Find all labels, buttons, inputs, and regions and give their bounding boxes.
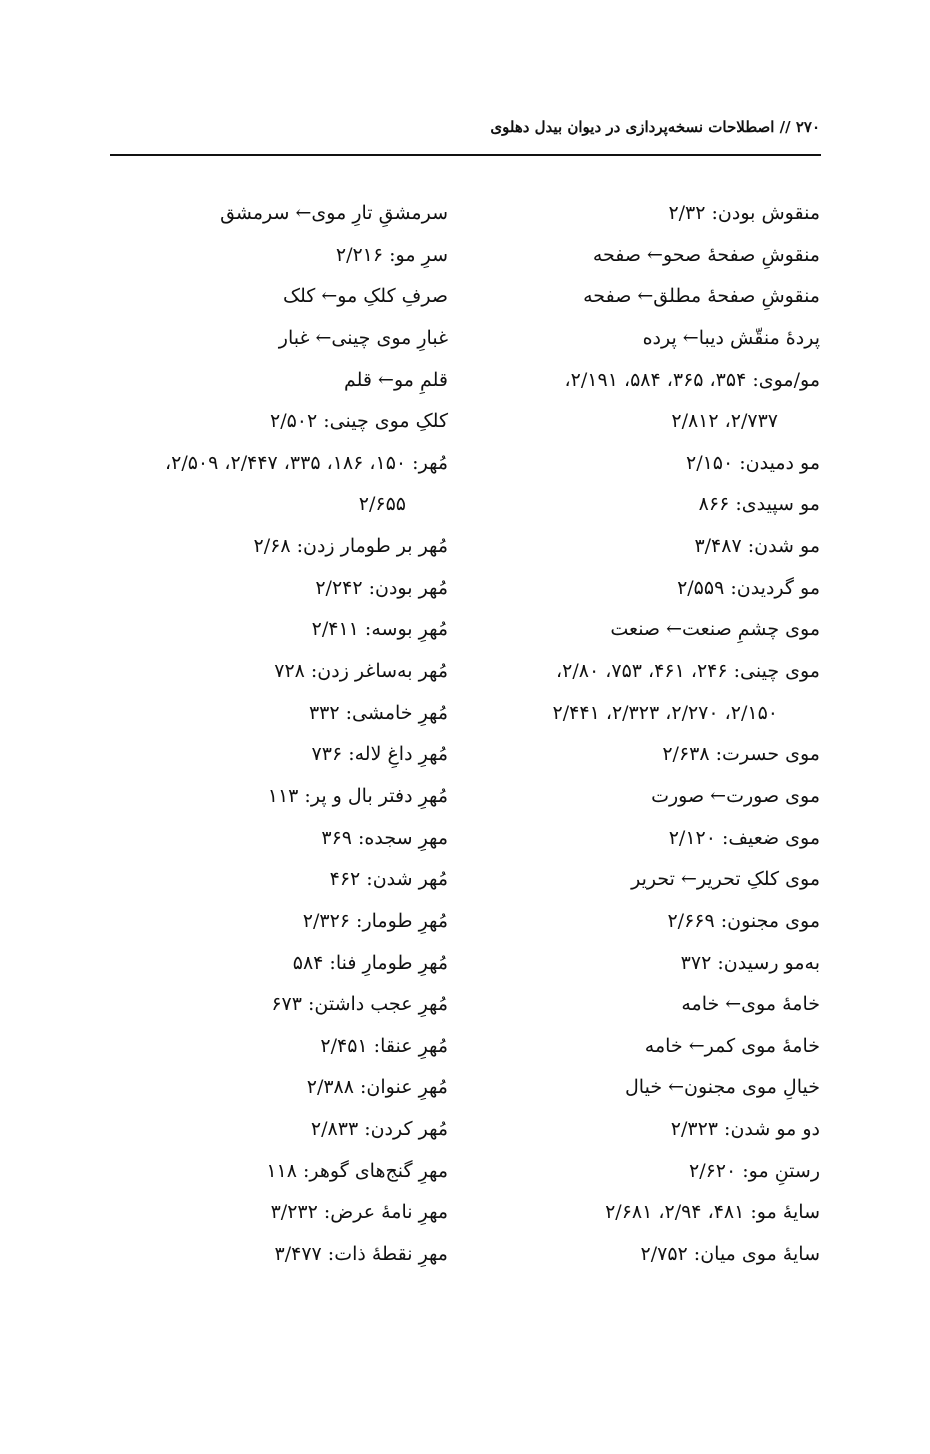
index-entry: موی حسرت: ۲/۶۳۸ [662, 743, 820, 766]
index-entry: پردهٔ منقّش دیبا← پرده [642, 326, 820, 349]
index-entry: مهرِ نامهٔ عرض: ۳/۲۳۲ [270, 1201, 448, 1224]
index-entry: مُهرِ عنوان: ۲/۳۸۸ [306, 1076, 448, 1099]
index-column-right [475, 197, 820, 1280]
index-entry: موی چشمِ صنعت← صنعت [610, 618, 820, 641]
index-entry: کلکِ موی چینی: ۲/۵۰۲ [269, 410, 448, 433]
index-entry: به‌مو رسیدن: ۳۷۲ [680, 951, 820, 974]
index-entry: مو گردیدن: ۲/۵۵۹ [677, 576, 820, 599]
index-entry: مُهرِ طومارِ فنا: ۵۸۴ [292, 951, 448, 974]
index-entry: مُهر به‌ساغر زدن: ۷۲۸ [274, 660, 448, 683]
index-entry: مو سپیدی: ۸۶۶ [698, 493, 820, 516]
index-entry: مُهرِ بوسه: ۲/۴۱۱ [311, 618, 448, 641]
page-header: ۲۷۰ // اصطلاحات نسخه‌پردازی در دیوان بیدل دهلوی [490, 118, 820, 136]
index-entry: موی کلکِ تحریر← تحریر [631, 868, 820, 891]
index-entry-continuation: ۲/۱۵۰، ۲/۲۷۰، ۲/۳۲۳، ۲/۴۴۱ [552, 701, 778, 724]
index-entry: مو دمیدن: ۲/۱۵۰ [685, 451, 820, 474]
index-entry: سرمشقِ تارِ موی← سرمشق [220, 202, 448, 224]
index-entry: موی صورت← صورت [651, 784, 820, 807]
index-entry: مُهر بر طومار زدن: ۲/۶۸ [253, 535, 448, 558]
index-entry: موی ضعیف: ۲/۱۲۰ [668, 826, 820, 849]
index-entry: مُهرِ عنقا: ۲/۴۵۱ [320, 1034, 448, 1057]
index-entry: منقوش بودن: ۲/۳۲ [668, 202, 820, 224]
index-entry: منقوشِ صفحهٔ صحو← صفحه [592, 243, 820, 266]
index-entry: سایهٔ مو: ۴۸۱، ۲/۹۴، ۲/۶۸۱ [605, 1201, 820, 1224]
index-entry: مو/موی: ۳۵۴، ۳۶۵، ۵۸۴، ۲/۱۹۱، [564, 368, 820, 391]
index-entry: مُهر: ۱۵۰، ۱۸۶، ۳۳۵، ۲/۴۴۷، ۲/۵۰۹، [164, 451, 448, 474]
index-entry: قلمِ مو← قلم [343, 368, 448, 391]
index-entry: خامهٔ موی← خامه [681, 993, 820, 1016]
index-entry: مهرِ نقطهٔ ذات: ۳/۴۷۷ [274, 1243, 448, 1266]
index-entry: خیالِ موی مجنون← خیال [625, 1076, 820, 1099]
index-entry: مُهرِ طومار: ۲/۳۲۶ [302, 909, 448, 932]
index-entry: مُهر شدن: ۴۶۲ [329, 868, 448, 891]
index-entry-continuation: ۲/۶۵۵ [358, 493, 406, 516]
index-entry: رستنِ مو: ۲/۶۲۰ [689, 1159, 820, 1182]
index-entry: منقوشِ صفحهٔ مطلق← صفحه [583, 285, 820, 308]
index-entry: مُهر کردن: ۲/۸۳۳ [310, 1118, 448, 1141]
index-column-left [100, 197, 448, 1280]
index-entry: صرفِ کلکِ مو← کلک [282, 285, 448, 308]
index-entry: مُهر بودن: ۲/۲۴۲ [315, 576, 448, 599]
index-entry: مُهرِ داغِ لاله: ۷۳۶ [311, 743, 448, 766]
index-entry: مُهرِ دفتر بال و پر: ۱۱۳ [267, 784, 448, 807]
index-entry: مهرِ گنج‌های گوهر: ۱۱۸ [266, 1159, 448, 1182]
index-entry: سایهٔ موی میان: ۲/۷۵۲ [640, 1243, 820, 1266]
index-entry: مو شدن: ۳/۴۸۷ [694, 535, 820, 558]
header-rule [110, 154, 821, 156]
index-entry: موی مجنون: ۲/۶۶۹ [667, 909, 820, 932]
index-entry: غبارِ موی چینی← غبار [278, 326, 448, 349]
index-entry: مهرِ سجده: ۳۶۹ [321, 826, 448, 849]
index-entry: مُهرِ خامشی: ۳۳۲ [308, 701, 448, 724]
index-entry-continuation: ۲/۷۳۷، ۲/۸۱۲ [671, 410, 778, 433]
index-entry: موی چینی: ۲۴۶، ۴۶۱، ۷۵۳، ۲/۸۰، [556, 660, 820, 683]
index-entry: مُهرِ عجب داشتن: ۶۷۳ [271, 993, 448, 1016]
index-entry: دو مو شدن: ۲/۳۲۳ [670, 1118, 820, 1141]
index-entry: سرِ مو: ۲/۲۱۶ [335, 243, 448, 266]
index-entry: خامهٔ موی کمر← خامه [644, 1034, 820, 1057]
